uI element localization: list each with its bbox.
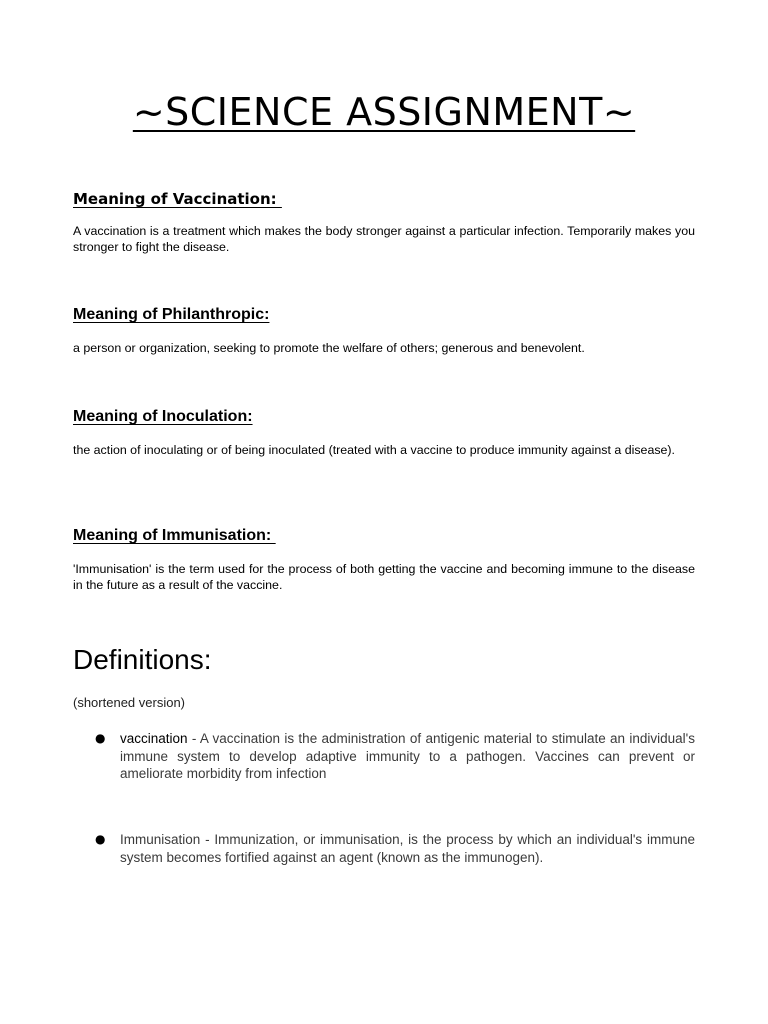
bullet-icon: ● xyxy=(95,731,106,745)
definition-text xyxy=(120,831,695,866)
definition-term: Immunisation xyxy=(120,832,201,847)
document-title-text: ~SCIENCE ASSIGNMENT~ xyxy=(132,90,636,134)
document-title xyxy=(0,88,768,136)
paragraph-philanthropic: a person or organization, seeking to promote the welfare of others; generous and benevolent. xyxy=(73,341,585,355)
definitions-subtitle: (shortened version) xyxy=(73,695,185,710)
heading-immunisation: Meaning of Immunisation: xyxy=(73,527,276,544)
paragraph-immunisation: 'Immunisation' is the term used for the process of both getting the vaccine and becoming immune to the disease in the future as a result of the vaccine. xyxy=(73,562,695,592)
bullet-icon: ● xyxy=(95,832,106,846)
definition-body: - Immunization, or immunisation, is the process by which an individual's immune system becomes fortified against an agent (known as the immunogen). xyxy=(120,832,695,865)
list-item xyxy=(95,730,695,783)
heading-inoculation: Meaning of Inoculation: xyxy=(73,408,253,425)
list-item xyxy=(95,831,695,866)
paragraph-vaccination: A vaccination is a treatment which makes the body stronger against a particular infection. Temporarily makes you stronger to fight the disease. xyxy=(73,224,695,254)
heading-vaccination: Meaning of Vaccination: xyxy=(73,190,282,208)
definition-text xyxy=(120,730,695,783)
definitions-title: Definitions: xyxy=(73,644,212,675)
paragraph-inoculation: the action of inoculating or of being inoculated (treated with a vaccine to produce immunity against a disease). xyxy=(73,443,675,457)
definition-body: - A vaccination is the administration of antigenic material to stimulate an individual's immune system to develop adaptive immunity to a pathogen. Vaccines can prevent or ameliorate morbidity from infection xyxy=(120,731,695,781)
definition-term: vaccination xyxy=(120,731,188,746)
heading-philanthropic: Meaning of Philanthropic: xyxy=(73,306,270,323)
